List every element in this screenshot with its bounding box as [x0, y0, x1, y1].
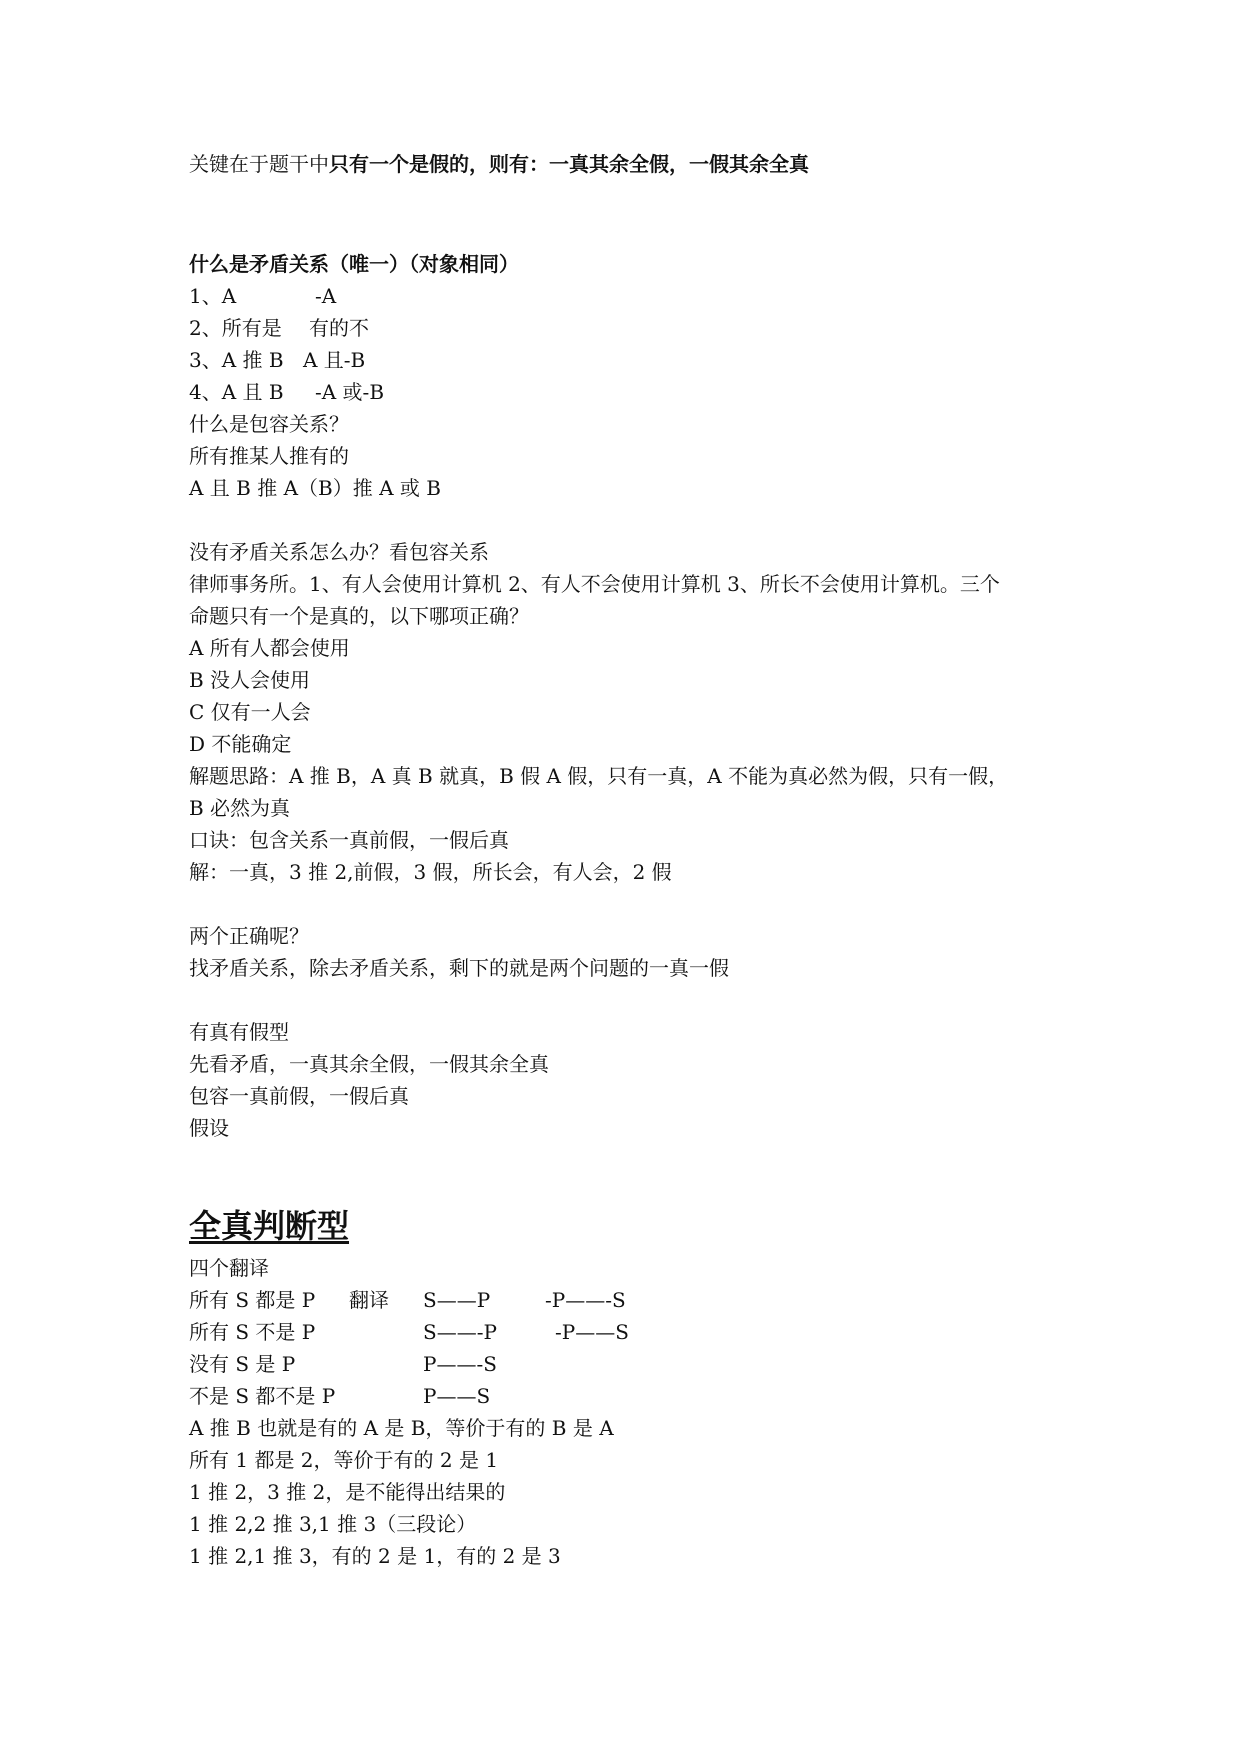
- translation-subtitle: 四个翻译: [189, 1256, 269, 1280]
- row-statement: 没有 S 是 P: [189, 1352, 296, 1376]
- answer-line: 解：一真，3 推 2,前假，3 假，所长会，有人会，2 假: [189, 860, 672, 884]
- mixed-line-2: 包容一真前假，一假后真: [189, 1084, 409, 1108]
- pair-right: A 且-B: [303, 348, 366, 372]
- solution-line-2: B 必然为真: [189, 796, 291, 820]
- row-translation-1: P——S: [423, 1384, 491, 1408]
- option-d: D 不能确定: [189, 732, 292, 756]
- note-line-2: 所有 1 都是 2，等价于有的 2 是 1: [189, 1448, 499, 1472]
- row-translation-1: S——P: [423, 1288, 491, 1312]
- section-heading: 全真判断型: [189, 1207, 350, 1245]
- intro-prefix: 关键在于题干中: [189, 152, 329, 176]
- option-b: B 没人会使用: [189, 668, 311, 692]
- pair-right: -A: [315, 284, 337, 308]
- row-translation-1: P——-S: [423, 1352, 497, 1376]
- pair-right: -A 或-B: [315, 380, 385, 404]
- inclusion-line-2: A 且 B 推 A（B）推 A 或 B: [189, 476, 441, 500]
- note-line-5: 1 推 2,1 推 3，有的 2 是 1，有的 2 是 3: [189, 1544, 561, 1568]
- row-translation-2: -P——-S: [545, 1288, 626, 1312]
- note-line-1: A 推 B 也就是有的 A 是 B，等价于有的 B 是 A: [189, 1416, 614, 1440]
- mnemonic-line: 口诀：包含关系一真前假，一假后真: [189, 828, 509, 852]
- inclusion-line-1: 所有推某人推有的: [189, 444, 349, 468]
- example-stem-1: 律师事务所。1、有人会使用计算机 2、有人不会使用计算机 3、所长不会使用计算机。三个: [189, 572, 1000, 596]
- contradiction-title: 什么是矛盾关系（唯一）（对象相同）: [189, 252, 519, 276]
- two-correct-question: 两个正确呢？: [189, 924, 309, 948]
- intro-line: [189, 150, 1089, 178]
- intro-bold: 只有一个是假的，则有：一真其余全假，一假其余全真: [329, 152, 809, 176]
- pair-left: 2、所有是: [189, 316, 282, 340]
- mixed-line-1: 先看矛盾，一真其余全假，一假其余全真: [189, 1052, 549, 1076]
- option-c: C 仅有一人会: [189, 700, 311, 724]
- pair-right: 有的不: [309, 316, 369, 340]
- option-a: A 所有人都会使用: [189, 636, 350, 660]
- note-line-3: 1 推 2，3 推 2，是不能得出结果的: [189, 1480, 506, 1504]
- row-tag: 翻译: [349, 1288, 389, 1312]
- pair-left: 1、A: [189, 284, 237, 308]
- row-translation-2: -P——S: [555, 1320, 629, 1344]
- note-line-4: 1 推 2,2 推 3,1 推 3（三段论）: [189, 1512, 477, 1536]
- pair-left: 3、A 推 B: [189, 348, 284, 372]
- inclusion-question: 什么是包容关系？: [189, 412, 349, 436]
- example-question: 没有矛盾关系怎么办？看包容关系: [189, 540, 489, 564]
- mixed-line-3: 假设: [189, 1116, 229, 1140]
- row-statement: 所有 S 不是 P: [189, 1320, 316, 1344]
- row-statement: 所有 S 都是 P: [189, 1288, 316, 1312]
- mixed-title: 有真有假型: [189, 1020, 289, 1044]
- example-stem-2: 命题只有一个是真的，以下哪项正确？: [189, 604, 529, 628]
- pair-left: 4、A 且 B: [189, 380, 284, 404]
- two-correct-answer: 找矛盾关系，除去矛盾关系，剩下的就是两个问题的一真一假: [189, 956, 729, 980]
- row-translation-1: S——-P: [423, 1320, 497, 1344]
- solution-line-1: 解题思路：A 推 B，A 真 B 就真，B 假 A 假，只有一真，A 不能为真必然为假，只有一假，: [189, 764, 1009, 788]
- row-statement: 不是 S 都不是 P: [189, 1384, 336, 1408]
